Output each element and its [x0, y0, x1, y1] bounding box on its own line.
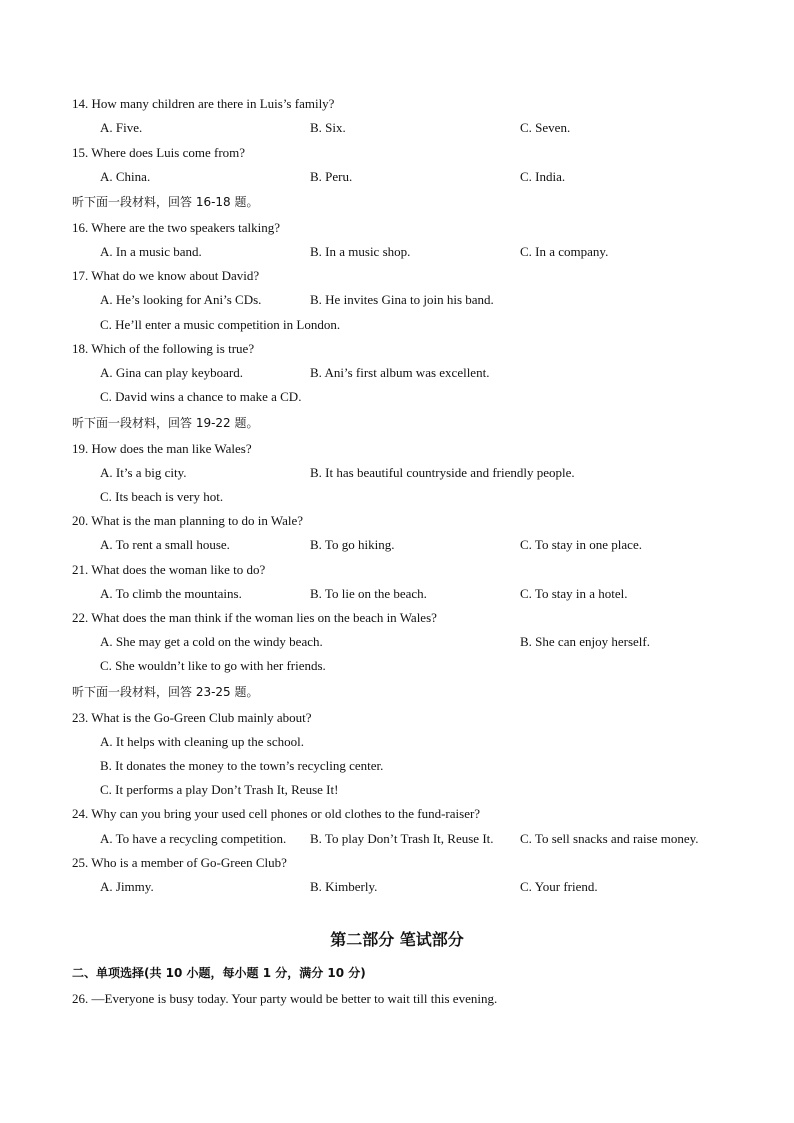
question-24-option-c: C. To sell snacks and raise money. — [520, 831, 699, 846]
question-19-option-a: A. It’s a big city. — [100, 465, 187, 480]
question-20-option-a: A. To rent a small house. — [100, 537, 230, 552]
question-24-option-a: A. To have a recycling competition. — [100, 831, 287, 846]
question-24-option-b: B. To play Don’t Trash It, Reuse It. — [310, 831, 494, 846]
question-24-stem: 24. Why can you bring your used cell phones or old clothes to the fund-raiser? — [72, 806, 481, 821]
question-19-option-b: B. It has beautiful countryside and friendly people. — [310, 465, 575, 480]
question-20-stem: 20. What is the man planning to do in Wale? — [72, 513, 303, 528]
question-15-option-c: C. India. — [520, 169, 566, 184]
question-14-stem: 14. How many children are there in Luis’s family? — [72, 96, 335, 111]
question-16-option-c: C. In a company. — [520, 244, 609, 259]
question-22-stem: 22. What does the man think if the woman lies on the beach in Wales? — [72, 610, 437, 625]
question-20-option-b: B. To go hiking. — [310, 537, 395, 552]
question-23-option-b: B. It donates the money to the town’s recycling center. — [100, 758, 384, 773]
question-16-stem: 16. Where are the two speakers talking? — [72, 220, 281, 235]
question-26-stem: 26. —Everyone is busy today. Your party would be better to wait till this evening. — [72, 991, 498, 1006]
question-25-option-c: C. Your friend. — [520, 879, 598, 894]
question-18-option-a: A. Gina can play keyboard. — [100, 365, 243, 380]
question-19-stem: 19. How does the man like Wales? — [72, 441, 252, 456]
question-20-option-c: C. To stay in one place. — [520, 537, 642, 552]
question-17-option-b: B. He invites Gina to join his band. — [310, 292, 494, 307]
question-17-option-a: A. He’s looking for Ani’s CDs. — [100, 292, 262, 307]
question-22-option-b: B. She can enjoy herself. — [520, 634, 650, 649]
question-18-stem: 18. Which of the following is true? — [72, 341, 255, 356]
instruction-23-25: 听下面一段材料，回答 23-25 题。 — [72, 685, 259, 699]
question-15-option-b: B. Peru. — [310, 169, 353, 184]
question-17-option-c: C. He’ll enter a music competition in London. — [100, 317, 341, 332]
question-18-option-b: B. Ani’s first album was excellent. — [310, 365, 490, 380]
question-14-option-a: A. Five. — [100, 120, 143, 135]
question-18-option-c: C. David wins a chance to make a CD. — [100, 389, 302, 404]
question-16-option-a: A. In a music band. — [100, 244, 202, 259]
question-14-option-c: C. Seven. — [520, 120, 571, 135]
question-22-option-a: A. She may get a cold on the windy beach. — [100, 634, 323, 649]
question-22-option-c: C. She wouldn’t like to go with her friends. — [100, 658, 326, 673]
question-25-stem: 25. Who is a member of Go-Green Club? — [72, 855, 287, 870]
instruction-16-18: 听下面一段材料，回答 16-18 题。 — [72, 195, 259, 209]
question-14-option-b: B. Six. — [310, 120, 346, 135]
question-15-option-a: A. China. — [100, 169, 151, 184]
question-23-option-a: A. It helps with cleaning up the school. — [100, 734, 304, 749]
question-23-stem: 23. What is the Go-Green Club mainly about? — [72, 710, 312, 725]
question-16-option-b: B. In a music shop. — [310, 244, 411, 259]
question-19-option-c: C. Its beach is very hot. — [100, 489, 224, 504]
section-two-title: 二、单项选择(共 10 小题，每小题 1 分，满分 10 分) — [72, 966, 366, 980]
part-two-title: 第二部分 笔试部分 — [330, 930, 464, 949]
question-21-option-c: C. To stay in a hotel. — [520, 586, 628, 601]
question-15-stem: 15. Where does Luis come from? — [72, 145, 246, 160]
question-25-option-a: A. Jimmy. — [100, 879, 154, 894]
question-21-option-a: A. To climb the mountains. — [100, 586, 242, 601]
question-25-option-b: B. Kimberly. — [310, 879, 378, 894]
question-21-stem: 21. What does the woman like to do? — [72, 562, 266, 577]
instruction-19-22: 听下面一段材料，回答 19-22 题。 — [72, 416, 259, 430]
question-21-option-b: B. To lie on the beach. — [310, 586, 427, 601]
question-17-stem: 17. What do we know about David? — [72, 268, 260, 283]
question-23-option-c: C. It performs a play Don’t Trash It, Reuse It! — [100, 782, 339, 797]
